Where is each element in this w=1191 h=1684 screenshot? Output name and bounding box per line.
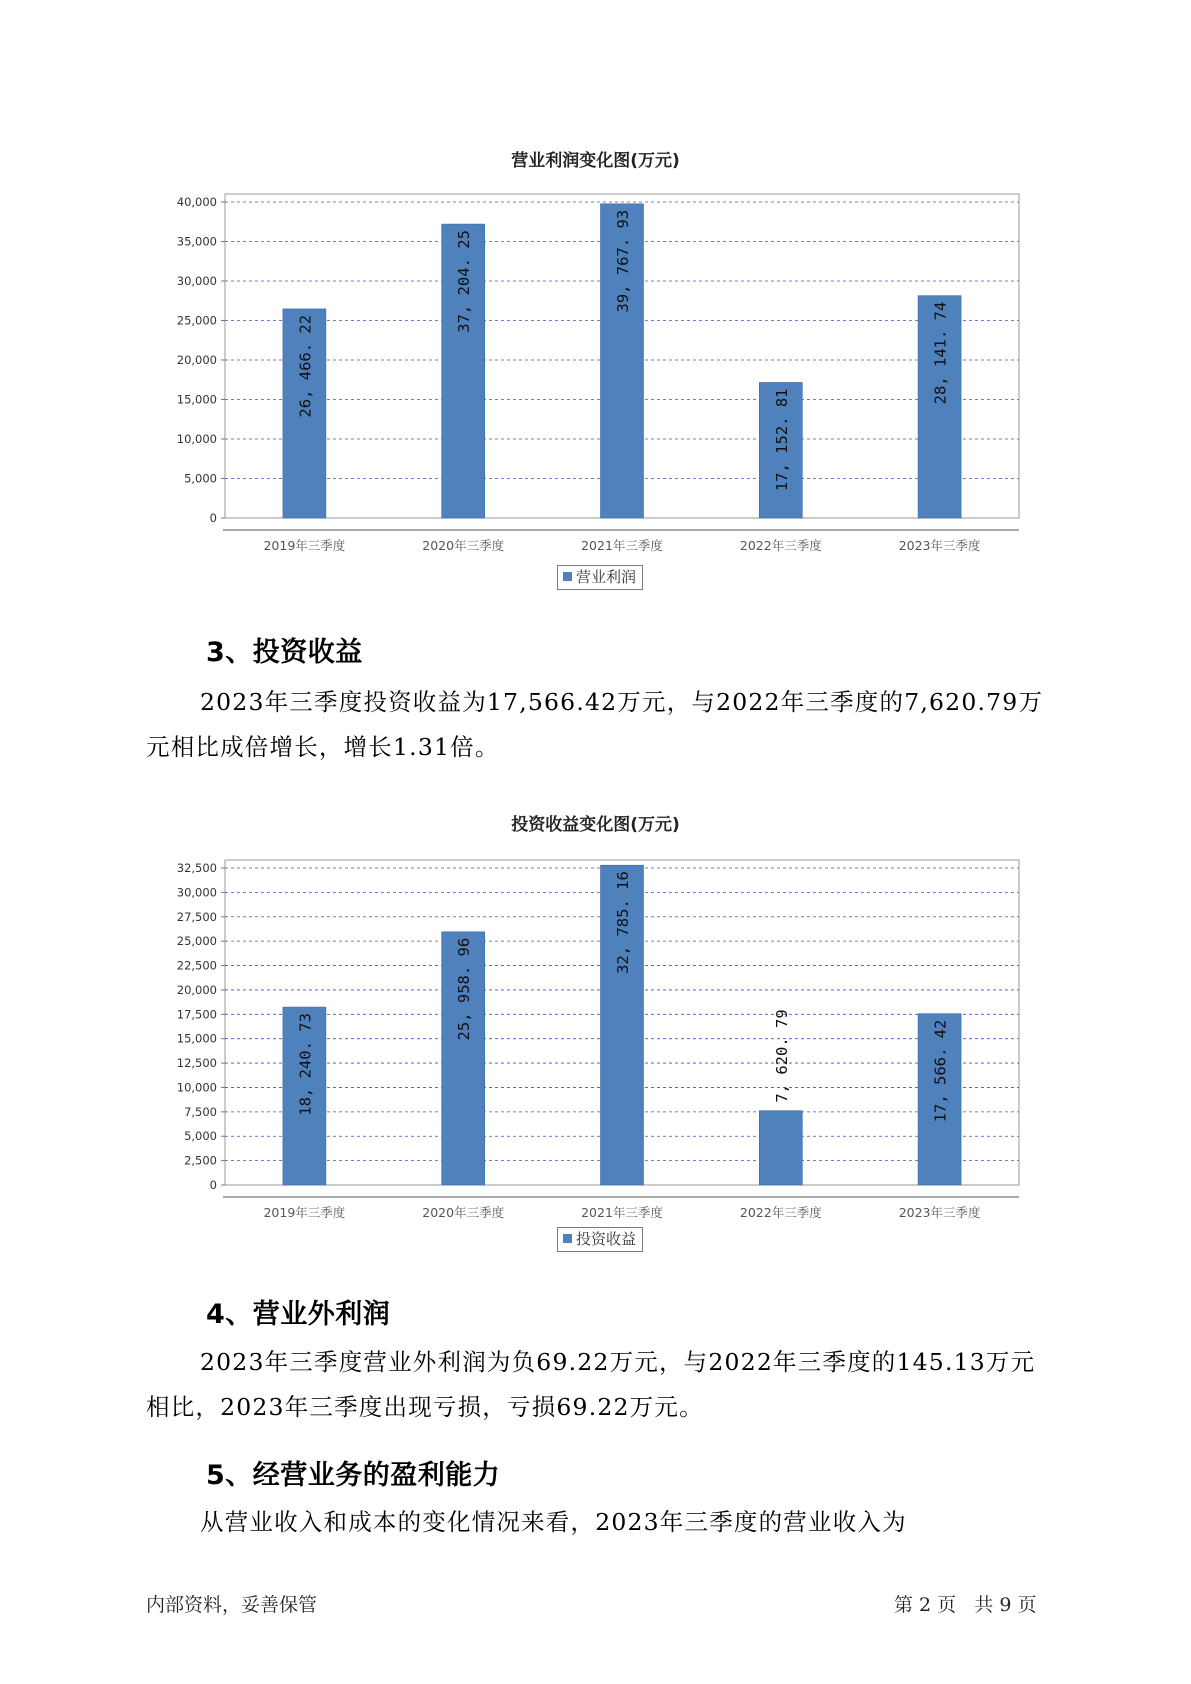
legend-swatch: [563, 1234, 572, 1243]
y-tick-label: 30,000: [176, 885, 217, 900]
y-tick-label: 15,000: [176, 1031, 217, 1046]
y-tick-label: 22,500: [176, 958, 217, 973]
y-tick-label: 12,500: [176, 1056, 217, 1071]
paragraph-operating-profitability: 从营业收入和成本的变化情况来看，2023年三季度的营业收入为: [200, 1508, 907, 1536]
x-tick-label: 2022年三季度: [739, 1205, 822, 1220]
y-tick-label: 35,000: [176, 234, 217, 249]
y-tick-label: 32,500: [176, 861, 217, 875]
y-tick-label: 30,000: [176, 274, 217, 288]
x-tick-label: 2023年三季度: [898, 538, 981, 553]
y-tick-label: 15,000: [176, 392, 217, 407]
footer-page-number: 第 2 页 共 9 页: [894, 1594, 1037, 1616]
y-tick-label: 5,000: [184, 1129, 217, 1144]
data-label: 7, 620. 79: [772, 1009, 791, 1103]
data-label: 37, 204. 25: [455, 230, 474, 333]
section-heading-non-operating-profit: 4、营业外利润: [206, 1299, 391, 1330]
section-heading-operating-profitability: 5、经营业务的盈利能力: [206, 1460, 501, 1491]
paragraph-non-operating-profit: 2023年三季度营业外利润为负69.22万元，与2022年三季度的145.13万元相比，2023年三季度出现亏损，亏损69.22万元。: [146, 1348, 1036, 1421]
y-tick-label: 0: [209, 511, 217, 525]
section-heading-investment-income: 3、投资收益: [206, 637, 363, 668]
y-tick-label: 25,000: [176, 934, 217, 949]
data-label: 32, 785. 16: [614, 871, 632, 974]
y-tick-label: 5,000: [184, 471, 217, 486]
x-tick-label: 2020年三季度: [422, 538, 505, 553]
y-tick-label: 10,000: [176, 1080, 217, 1095]
x-tick-label: 2020年三季度: [422, 1205, 505, 1220]
data-label: 17, 152. 81: [772, 388, 791, 492]
y-tick-label: 25,000: [176, 313, 217, 328]
data-label: 25, 958. 96: [455, 937, 474, 1041]
chart-legend-investment-income: [557, 1227, 643, 1252]
x-tick-label: 2023年三季度: [898, 1205, 981, 1220]
bar: [759, 1111, 802, 1185]
chart-title-operating-profit: 营业利润变化图(万元): [511, 151, 680, 171]
data-label: 18, 240. 73: [296, 1013, 315, 1116]
y-tick-label: 10,000: [176, 432, 217, 446]
operating-profit-bar-chart: [0, 180, 1191, 580]
y-tick-label: 7,500: [184, 1104, 217, 1119]
data-label: 17, 566. 42: [931, 1019, 950, 1123]
y-tick-label: 20,000: [176, 982, 217, 997]
x-tick-label: 2021年三季度: [581, 1205, 663, 1220]
x-tick-label: 2021年三季度: [581, 538, 663, 553]
data-label: 26, 466. 22: [296, 314, 315, 418]
y-tick-label: 2,500: [184, 1153, 217, 1168]
y-tick-label: 27,500: [176, 909, 217, 924]
x-tick-label: 2019年三季度: [263, 538, 346, 553]
legend-label: 投资收益: [576, 1230, 637, 1248]
data-label: 28, 141. 74: [931, 301, 950, 405]
y-tick-label: 40,000: [176, 195, 217, 209]
investment-income-bar-chart: [0, 845, 1191, 1245]
x-tick-label: 2022年三季度: [739, 538, 822, 553]
y-tick-label: 17,500: [176, 1007, 217, 1022]
chart-legend-operating-profit: [557, 565, 643, 590]
y-tick-label: 20,000: [176, 353, 217, 367]
y-tick-label: 0: [209, 1178, 217, 1192]
x-tick-label: 2019年三季度: [263, 1205, 346, 1220]
legend-swatch: [563, 572, 572, 581]
paragraph-investment-income: 2023年三季度投资收益为17,566.42万元，与2022年三季度的7,620.79万元相比成倍增长，增长1.31倍。: [146, 688, 1044, 761]
chart-title-investment-income: 投资收益变化图(万元): [511, 815, 680, 835]
legend-label: 营业利润: [576, 568, 637, 586]
footer-confidential-note: 内部资料，妥善保管: [146, 1594, 318, 1616]
data-label: 39, 767. 93: [614, 209, 632, 313]
